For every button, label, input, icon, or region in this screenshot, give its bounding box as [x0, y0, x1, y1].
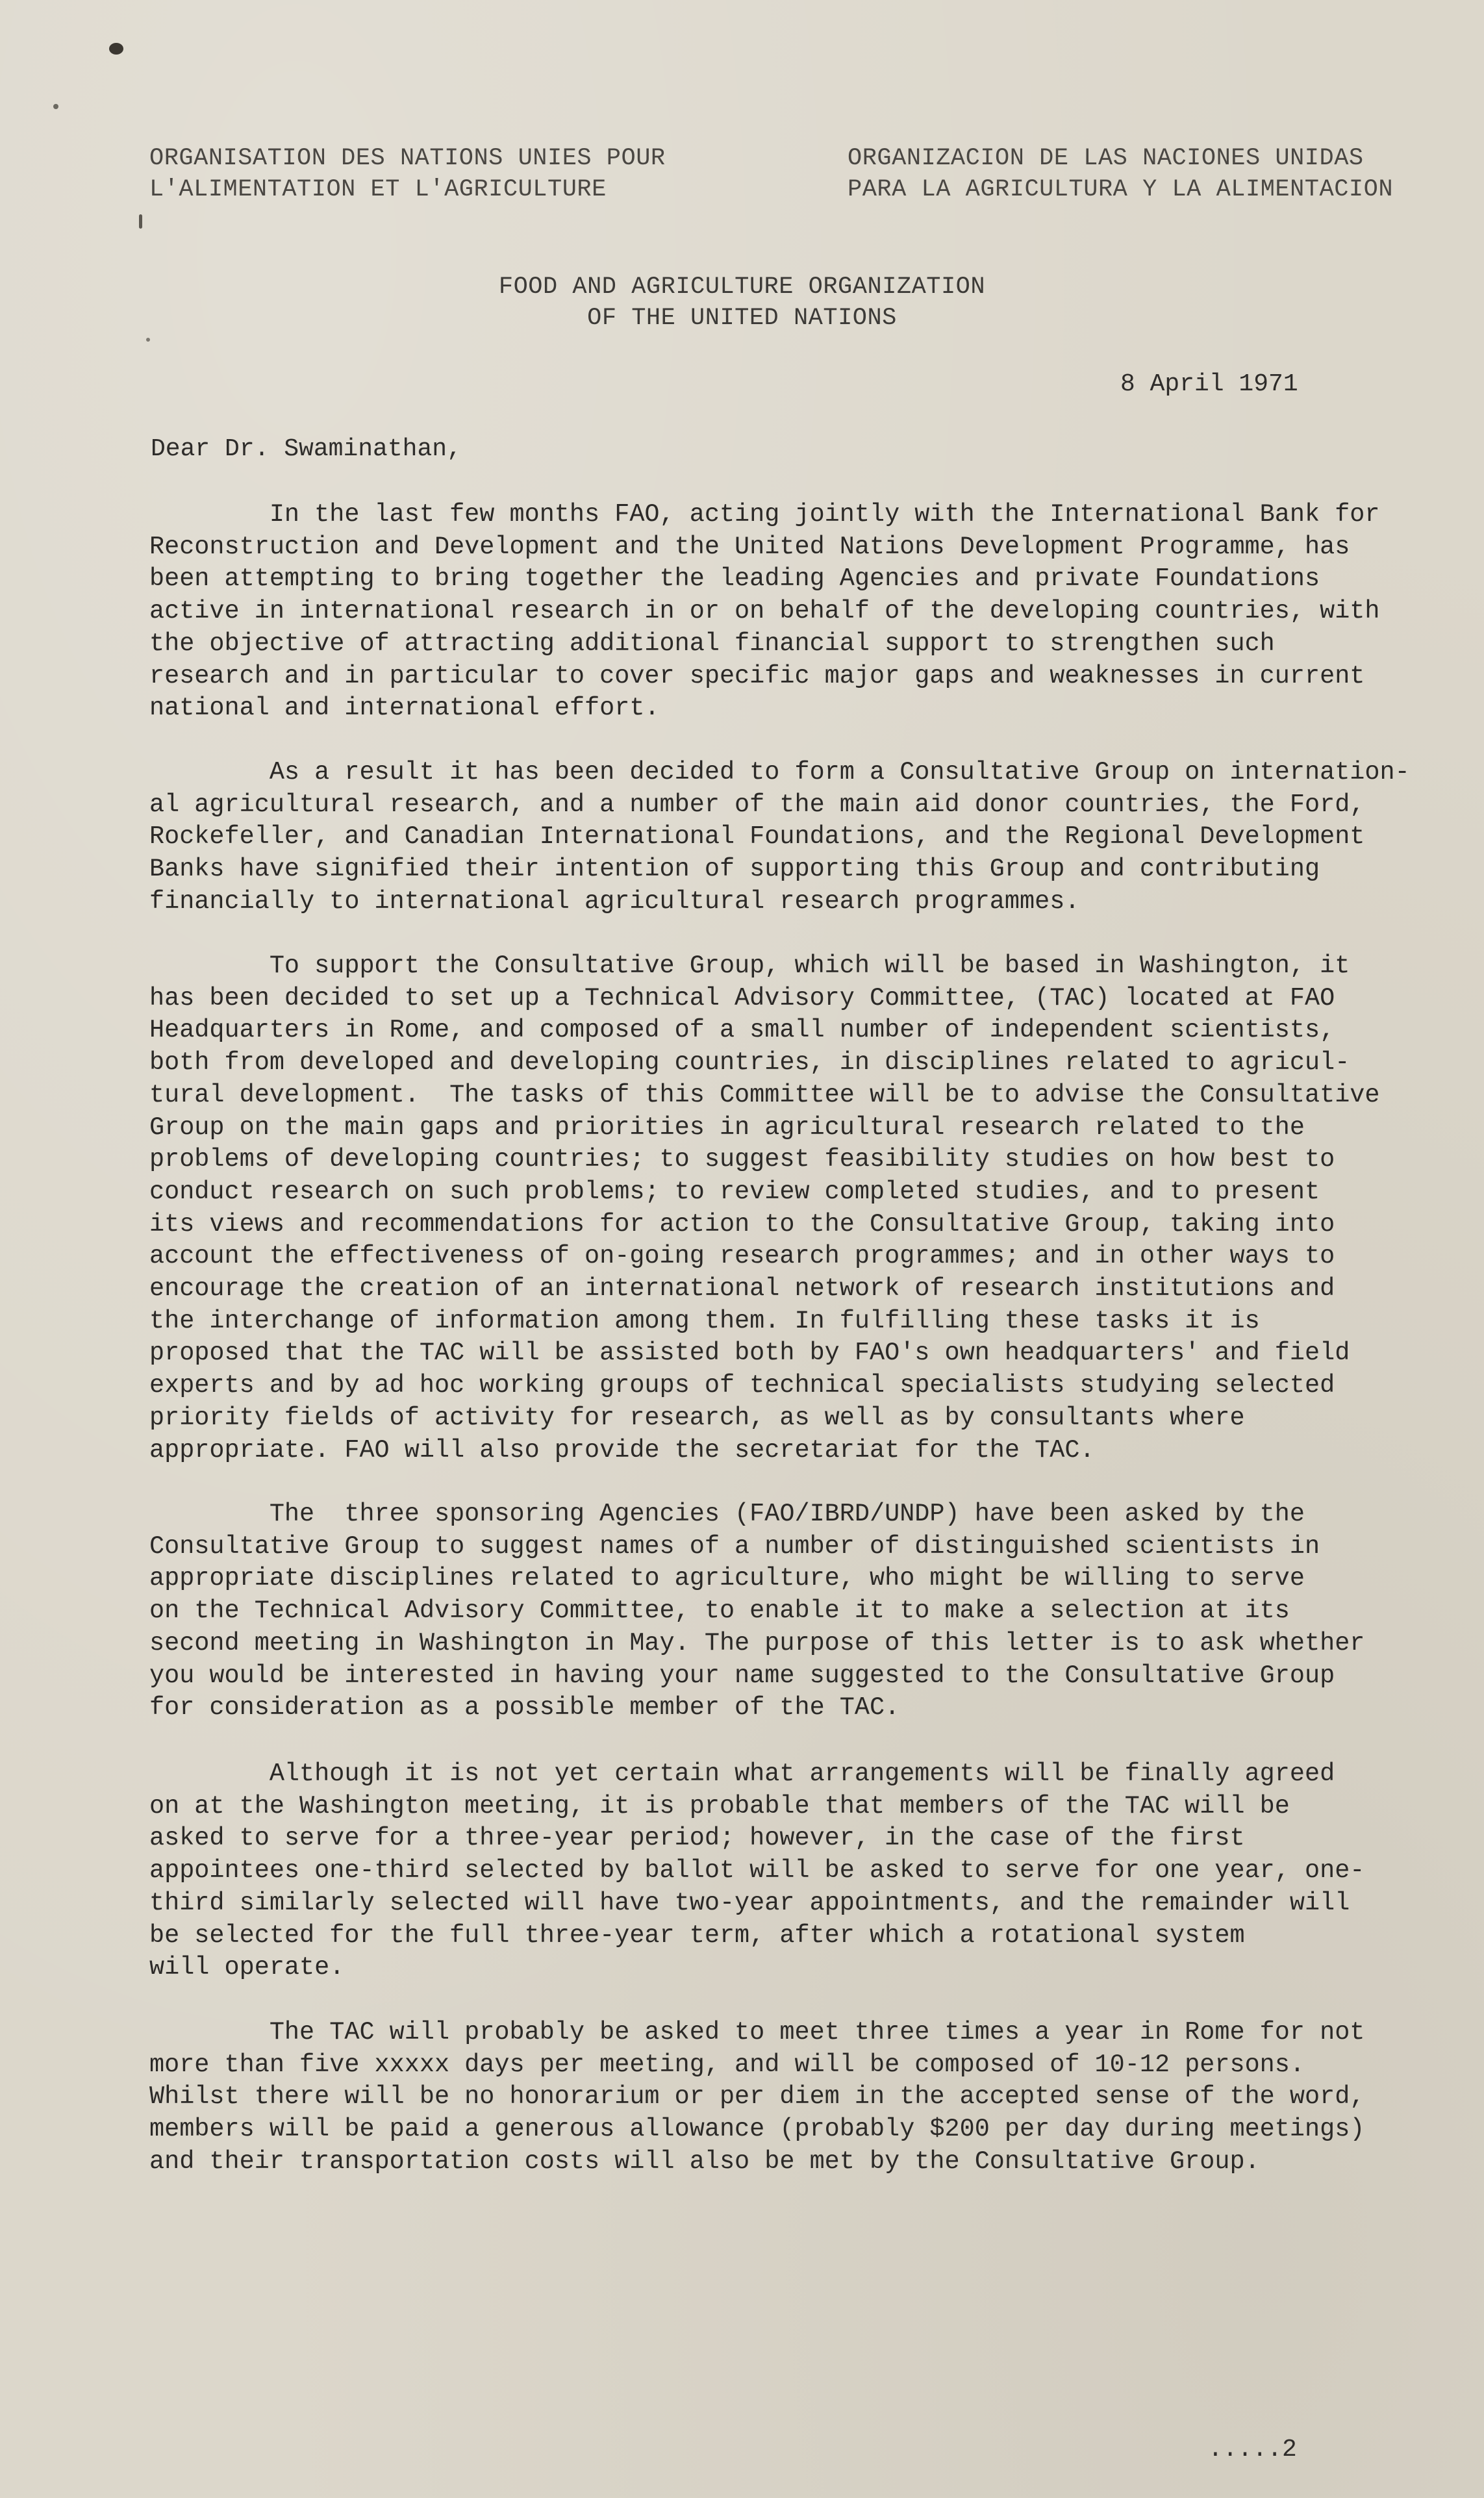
paragraph-2: As a result it has been decided to form a Consultative Group on internation- al agricultural research, and a number of the main aid donor countries, the Ford, Rockefeller, and Canadian International Foundations, and the Regional Development Banks have signified their intention of supporting this Group and contributing financially to international agricultural research programmes.: [149, 758, 1410, 916]
paragraph-1: In the last few months FAO, acting jointly with the International Bank for Reconstruction and Development and the United Nations Development Programme, has been attempting to bring together the leading Agencies and private Foundations active in international research in or on behalf of the developing countries, with the objective of attracting additional financial support to strengthen such research and in particular to cover specific major gaps and weaknesses in current national and international effort.: [149, 500, 1380, 723]
salutation: Dear Dr. Swaminathan,: [151, 435, 462, 463]
header-english-name: FOOD AND AGRICULTURE ORGANIZATION OF THE UNITED NATIONS: [498, 273, 986, 332]
ink-spot: [53, 104, 58, 109]
paragraph-5: Although it is not yet certain what arrangements will be finally agreed on at the Washington meeting, it is probable that members of the TAC will be asked to serve for a three-year period; however, in the case of the first appointees one-third selected by ballot will be asked to serve for one year, one- third similarly selected will have two-year appointments, and the remainder will be selected for the full three-year term, after which a rotational system will operate.: [149, 1760, 1365, 1982]
paragraph-3: To support the Consultative Group, which will be based in Washington, it has been decided to set up a Technical Advisory Committee, (TAC) located at FAO Headquarters in Rome, and composed of a small number of independent scientists, both from developed and developing countries, in disciplines related to agricul- tural development. The tasks of this Committee will be to advise the Consultative Group on the main gaps and priorities in agricultural research related to the problems of developing countries; to suggest feasibility studies on how best to conduct research on such problems; to review completed studies, and to present its views and recommendations for action to the Consultative Group, taking into account the effectiveness of on-going research programmes; and in other ways to encourage the creation of an international network of research institutions and the interchange of information among them. In fulfilling these tasks it is proposed that the TAC will be assisted both by FAO's own headquarters' and field experts and by ad hoc working groups of technical specialists studying selected priority fields of activity for research, as well as by consultants where appropriate. FAO will also provide the secretariat for the TAC.: [149, 952, 1380, 1465]
continuation-marker: .....2: [1208, 2436, 1297, 2464]
ink-spot: [146, 338, 150, 342]
header-french-name: ORGANISATION DES NATIONS UNIES POUR L'ALIMENTATION ET L'AGRICULTURE: [149, 145, 666, 203]
paragraph-6: The TAC will probably be asked to meet three times a year in Rome for not more than five xxxxx days per meeting, and will be composed of 10-12 persons. Whilst there will be no honorarium or per diem in the accepted sense of the word, members will be paid a generous allowance (probably $200 per day during meetings) and their transportation costs will also be met by the Consultative Group.: [149, 2018, 1365, 2176]
letter-date: 8 April 1971: [1120, 370, 1298, 398]
paragraph-4: The three sponsoring Agencies (FAO/IBRD/UNDP) have been asked by the Consultative Group to suggest names of a number of distinguished scientists in appropriate disciplines related to agriculture, who might be willing to serve on the Technical Advisory Committee, to enable it to make a selection at its second meeting in Washington in May. The purpose of this letter is to ask whether you would be interested in having your name suggested to the Consultative Group for consideration as a possible member of the TAC.: [149, 1500, 1365, 1722]
header-spanish-name: ORGANIZACION DE LAS NACIONES UNIDAS PARA LA AGRICULTURA Y LA ALIMENTACION: [848, 145, 1394, 203]
ink-spot: [139, 214, 142, 229]
ink-spot: [109, 43, 123, 55]
